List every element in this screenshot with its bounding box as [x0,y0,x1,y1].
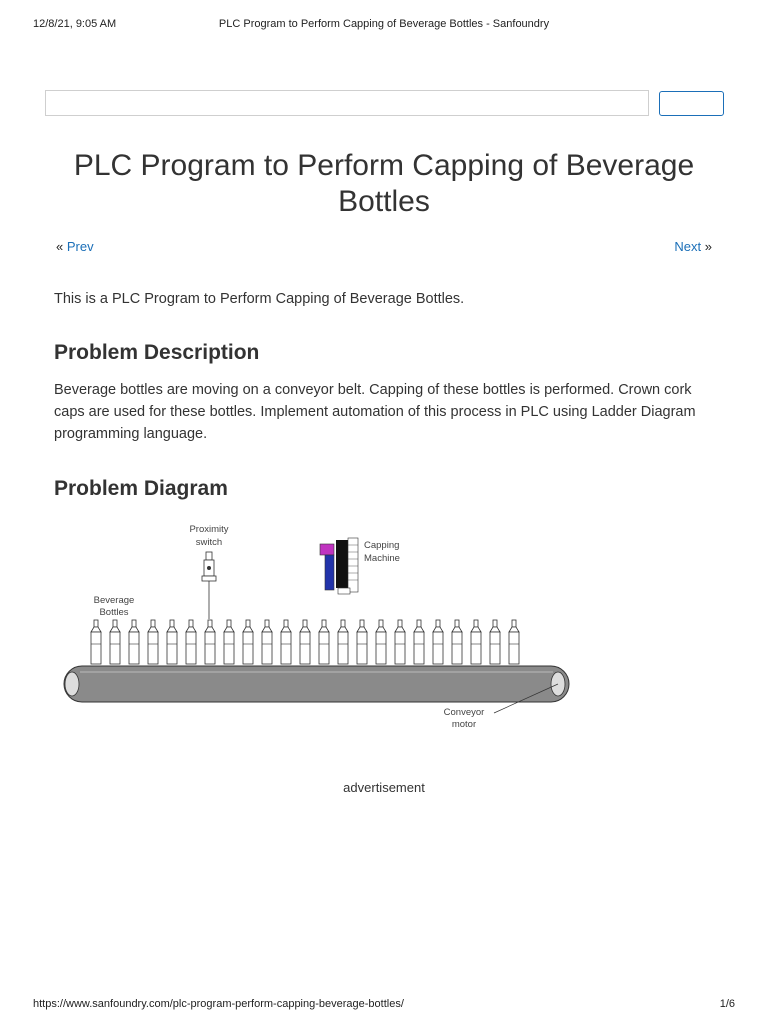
bottle [376,620,386,664]
conveyor-belt [64,666,569,702]
bottle [509,620,519,664]
bottles-label-line1: Beverage [93,595,135,606]
problem-diagram [54,520,584,735]
next-nav [674,239,712,254]
bottle [338,620,348,664]
print-page-title: PLC Program to Perform Capping of Beverage Bottles - Sanfoundry [218,18,550,30]
page-title: PLC Program to Perform Capping of Beverage Bottles [73,149,695,218]
capping-label-line1: Capping [364,540,400,551]
bottle [243,620,253,664]
bottle [357,620,367,664]
bottles-label-line2: Bottles [99,607,129,618]
bottle [452,620,462,664]
bottle [129,620,139,664]
advertisement-label: advertisement [343,780,425,795]
proximity-label-line2: switch [195,537,223,548]
bottle [433,620,443,664]
bottle [319,620,329,664]
proximity-label-line1: Proximity [189,524,229,535]
bottle [471,620,481,664]
print-datetime: 12/8/21, 9:05 AM [33,18,117,30]
bottle-row [91,620,519,664]
capping-machine [320,538,358,594]
print-url: https://www.sanfoundry.com/plc-program-perform-capping-beverage-bottles/ [33,998,404,1010]
bottle [224,620,234,664]
proximity-switch [202,552,216,619]
bottle [205,620,215,664]
intro-text: This is a PLC Program to Perform Capping of Beverage Bottles. [54,291,465,307]
print-page-number: 1/6 [719,998,735,1010]
bottle [395,620,405,664]
search-input[interactable] [45,90,649,116]
bottle [148,620,158,664]
prev-link[interactable]: Prev [66,239,94,254]
bottle [167,620,177,664]
next-symbol: » [704,239,712,254]
prev-symbol: « [56,239,64,254]
next-link[interactable]: Next [674,239,702,254]
bottle [110,620,120,664]
bottle [300,620,310,664]
bottle [414,620,424,664]
search-button[interactable] [659,91,724,116]
problem-description-heading: Problem Description [54,341,260,364]
problem-diagram-heading: Problem Diagram [54,477,228,500]
prev-nav [56,239,94,254]
bottle [281,620,291,664]
bottle [186,620,196,664]
conveyor-label-line1: Conveyor [443,707,485,718]
problem-description-text: Beverage bottles are moving on a conveyor belt. Capping of these bottles is performed. Crown cork caps are used for these bottles. Implement automation of this process in PLC using Ladder Diagram programming language. [54,382,696,442]
conveyor-label-line2: motor [451,719,477,730]
bottle [490,620,500,664]
bottle [91,620,101,664]
bottle [262,620,272,664]
capping-label-line2: Machine [364,553,400,564]
